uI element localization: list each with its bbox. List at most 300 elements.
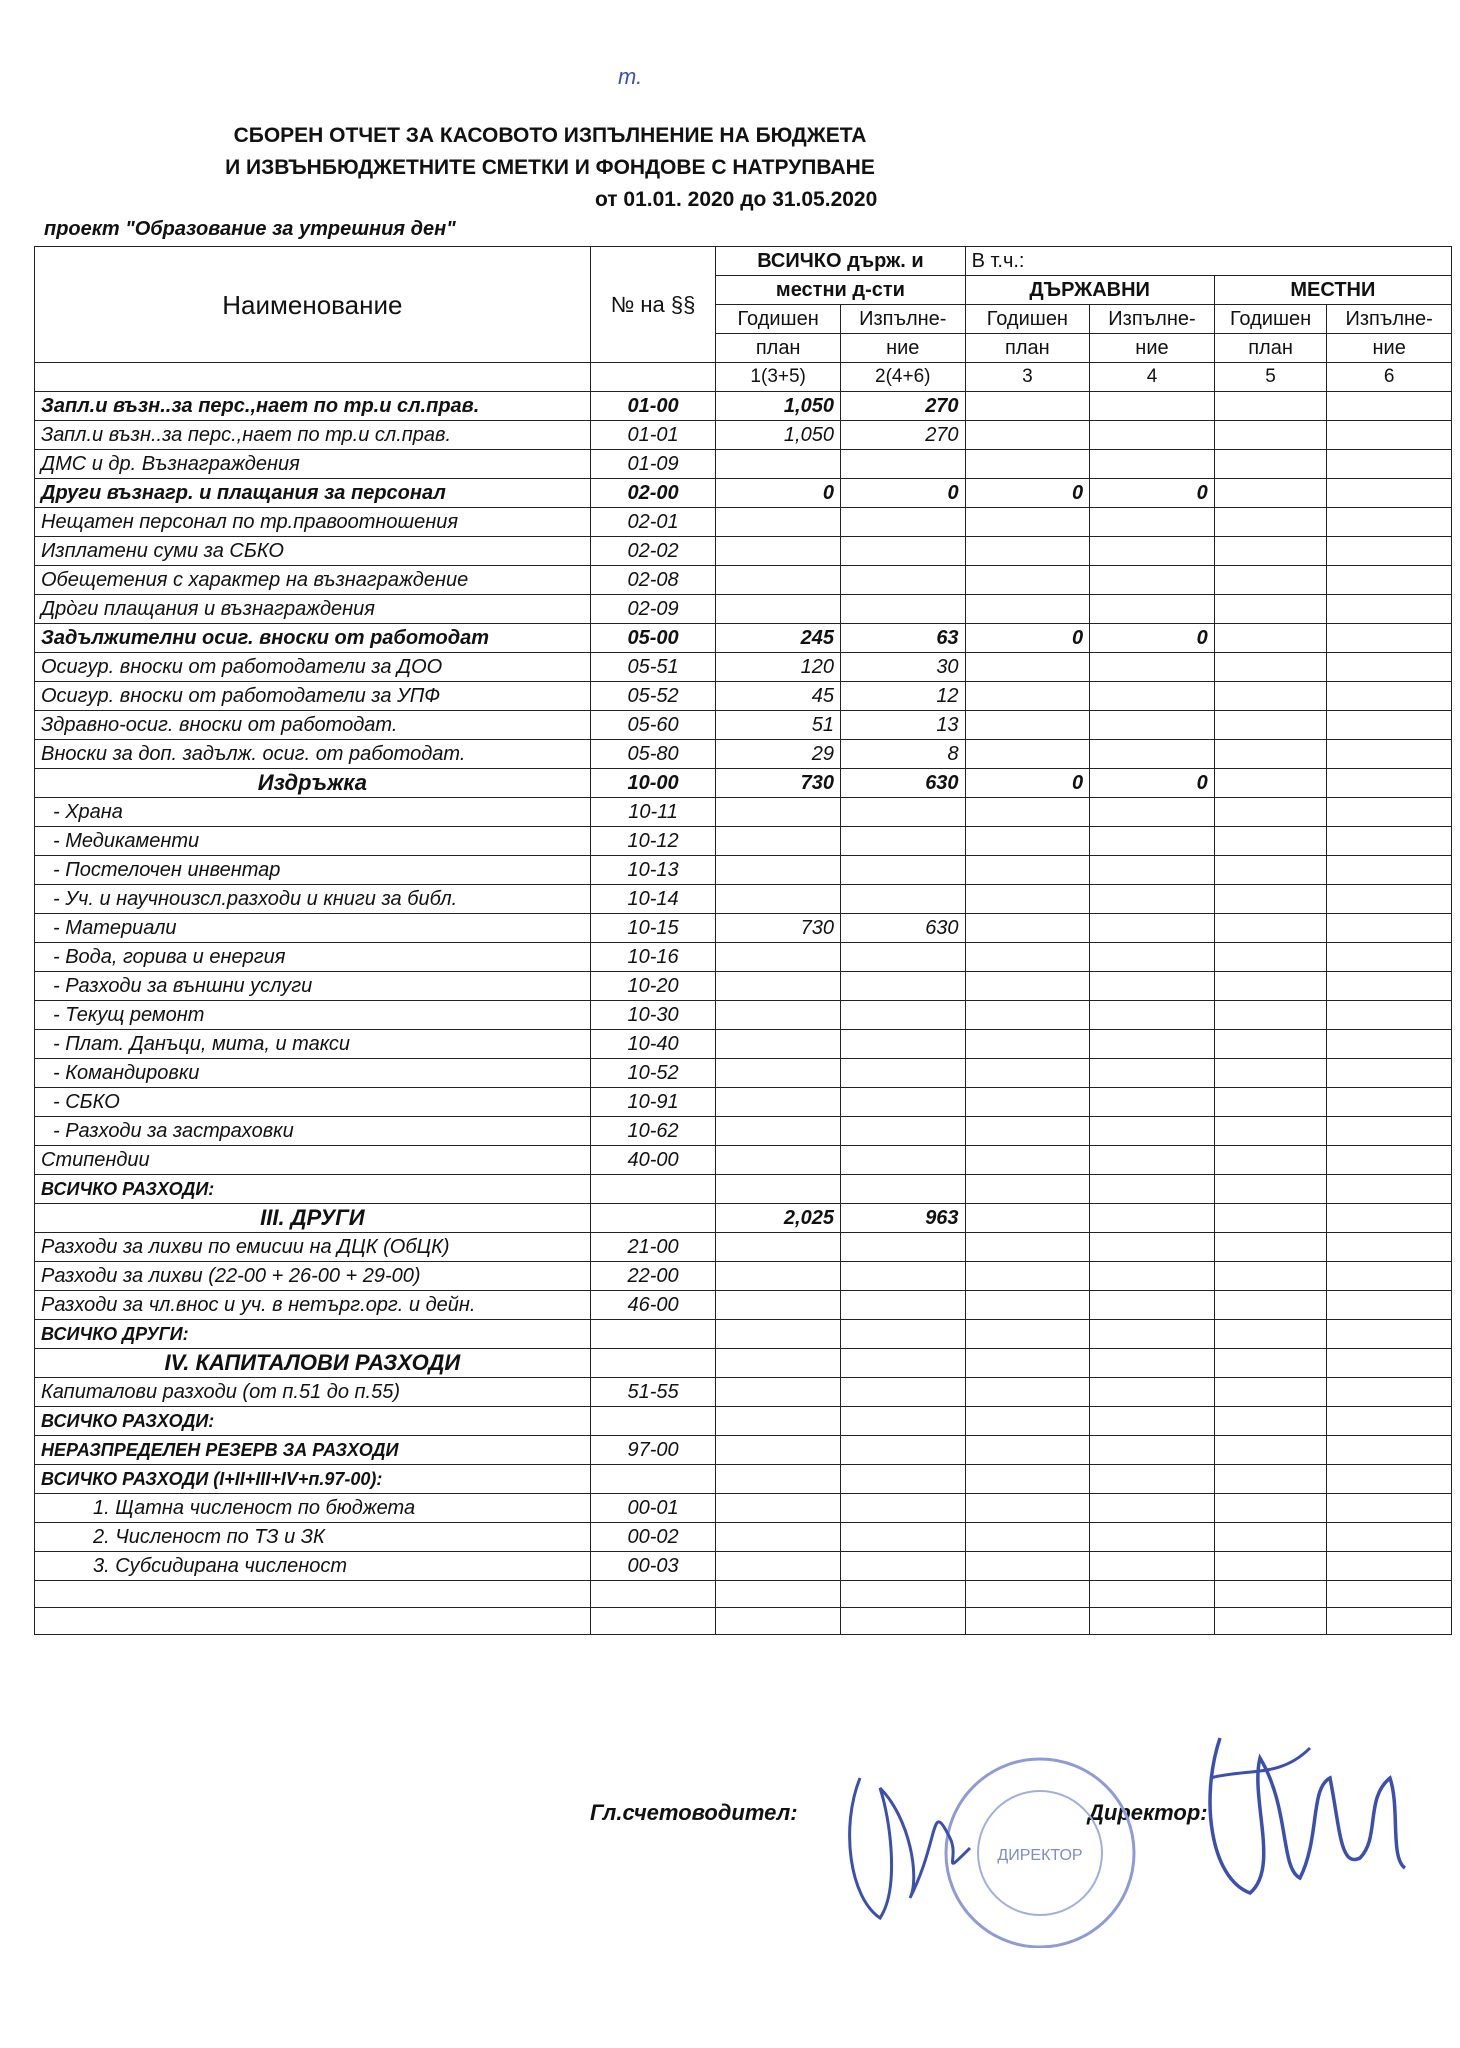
row-name: - Материали: [35, 914, 591, 943]
row-value: [1327, 798, 1452, 827]
row-value: [965, 1349, 1090, 1378]
table-row: [35, 885, 1452, 914]
row-name: - Вода, горива и енергия: [35, 943, 591, 972]
column-header-incl: В т.ч.:: [965, 247, 1451, 276]
row-value: [716, 856, 841, 885]
row-value: [716, 827, 841, 856]
row-value: [1090, 450, 1215, 479]
row-value: [965, 914, 1090, 943]
row-value: [1327, 1608, 1452, 1635]
row-code: 10-20: [590, 972, 716, 1001]
row-value: [1214, 1204, 1327, 1233]
row-value: [716, 1552, 841, 1581]
row-value: [965, 653, 1090, 682]
colnum-blank-code: [590, 363, 716, 392]
row-code: [590, 1465, 716, 1494]
row-name: - Храна: [35, 798, 591, 827]
row-name: ВСИЧКО ДРУГИ:: [35, 1320, 591, 1349]
row-value: [1327, 1407, 1452, 1436]
row-value: [965, 508, 1090, 537]
row-value: [716, 1146, 841, 1175]
row-value: [1327, 1349, 1452, 1378]
row-value: [965, 740, 1090, 769]
column-header-total: ВСИЧКО държ. и: [716, 247, 965, 276]
budget-report-table: [34, 246, 1452, 1635]
row-value: [1214, 392, 1327, 421]
table-row: [35, 827, 1452, 856]
row-code: 10-00: [590, 769, 716, 798]
row-value: [1214, 1175, 1327, 1204]
row-name: Други възнагр. и плащания за персонал: [35, 479, 591, 508]
row-value: [1214, 1001, 1327, 1030]
row-name: [35, 1608, 591, 1635]
table-row: [35, 1465, 1452, 1494]
row-value: [716, 450, 841, 479]
table-row: [35, 595, 1452, 624]
row-value: 0: [965, 624, 1090, 653]
row-value: [965, 1088, 1090, 1117]
table-row: [35, 1001, 1452, 1030]
row-value: [1090, 914, 1215, 943]
column-header-plan-l2: план: [716, 334, 841, 363]
row-name: Нещатен персонал по тр.правоотношения: [35, 508, 591, 537]
row-value: [965, 1175, 1090, 1204]
table-row: [35, 1608, 1452, 1635]
row-value: [1214, 1378, 1327, 1407]
row-value: [1214, 769, 1327, 798]
row-value: [1214, 1407, 1327, 1436]
row-value: 270: [840, 421, 965, 450]
row-value: [1214, 856, 1327, 885]
row-name: - Постелочен инвентар: [35, 856, 591, 885]
row-value: [965, 711, 1090, 740]
row-name: Осигур. вноски от работодатели за ДОО: [35, 653, 591, 682]
row-value: [965, 1059, 1090, 1088]
column-number: 6: [1327, 363, 1452, 392]
row-name: [35, 1581, 591, 1608]
row-value: 45: [716, 682, 841, 711]
column-number: 1(3+5): [716, 363, 841, 392]
row-value: 120: [716, 653, 841, 682]
row-value: [965, 1552, 1090, 1581]
row-value: [1090, 1175, 1215, 1204]
row-value: [1327, 1088, 1452, 1117]
row-value: [840, 595, 965, 624]
row-code: [590, 1320, 716, 1349]
row-value: [965, 885, 1090, 914]
row-name: ВСИЧКО РАЗХОДИ:: [35, 1407, 591, 1436]
row-name: IV. КАПИТАЛОВИ РАЗХОДИ: [35, 1349, 591, 1378]
row-code: 10-16: [590, 943, 716, 972]
row-value: 0: [965, 769, 1090, 798]
row-name: Вноски за доп. задълж. осиг. от работодат.: [35, 740, 591, 769]
row-value: [1214, 421, 1327, 450]
row-value: 0: [1090, 769, 1215, 798]
row-code: [590, 1349, 716, 1378]
top-handwritten-mark: т.: [618, 64, 643, 89]
row-value: [840, 1465, 965, 1494]
row-value: [1214, 595, 1327, 624]
row-value: [840, 1320, 965, 1349]
row-value: [965, 1146, 1090, 1175]
row-value: [1214, 1233, 1327, 1262]
column-header-exec: Изпълне-: [1327, 305, 1452, 334]
row-value: [1327, 682, 1452, 711]
row-value: [1090, 1349, 1215, 1378]
row-value: [1214, 537, 1327, 566]
row-code: 10-11: [590, 798, 716, 827]
row-value: [1214, 1320, 1327, 1349]
row-name: Здравно-осиг. вноски от работодат.: [35, 711, 591, 740]
row-name: Запл.и възн..за перс.,нает по тр.и сл.прав.: [35, 421, 591, 450]
row-value: 0: [840, 479, 965, 508]
row-value: [1327, 711, 1452, 740]
row-value: [965, 1378, 1090, 1407]
row-value: [1090, 1523, 1215, 1552]
row-value: [840, 1117, 965, 1146]
row-value: [1214, 1349, 1327, 1378]
row-value: [1090, 537, 1215, 566]
row-name: ВСИЧКО РАЗХОДИ (I+II+III+IV+п.97-00):: [35, 1465, 591, 1494]
row-code: [590, 1407, 716, 1436]
row-value: [1327, 1291, 1452, 1320]
row-value: [965, 856, 1090, 885]
row-value: [840, 1407, 965, 1436]
row-value: [1327, 972, 1452, 1001]
row-code: [590, 1608, 716, 1635]
column-number: 5: [1214, 363, 1327, 392]
row-value: [1214, 972, 1327, 1001]
row-value: [1214, 827, 1327, 856]
row-name: ДМС и др. Възнаграждения: [35, 450, 591, 479]
row-value: [1214, 1436, 1327, 1465]
row-value: [1214, 943, 1327, 972]
row-code: 02-01: [590, 508, 716, 537]
row-value: [1090, 421, 1215, 450]
table-row: [35, 479, 1452, 508]
row-value: [1090, 740, 1215, 769]
row-value: [1327, 1175, 1452, 1204]
row-value: [1327, 1320, 1452, 1349]
row-value: [716, 1059, 841, 1088]
row-code: [590, 1204, 716, 1233]
row-value: [1090, 1088, 1215, 1117]
colnum-blank-name: [35, 363, 591, 392]
row-value: [716, 972, 841, 1001]
row-value: [1327, 1262, 1452, 1291]
row-code: 10-91: [590, 1088, 716, 1117]
row-value: [1327, 914, 1452, 943]
row-value: [840, 450, 965, 479]
row-name: - Командировки: [35, 1059, 591, 1088]
row-value: [1327, 1117, 1452, 1146]
row-value: 29: [716, 740, 841, 769]
column-header-state: ДЪРЖАВНИ: [965, 276, 1214, 305]
table-row: [35, 1436, 1452, 1465]
row-name: - Медикаменти: [35, 827, 591, 856]
row-value: [1214, 653, 1327, 682]
row-value: 0: [1090, 624, 1215, 653]
row-value: [840, 1001, 965, 1030]
row-name: Разходи за чл.внос и уч. в нетърг.орг. и дейн.: [35, 1291, 591, 1320]
row-value: [716, 1407, 841, 1436]
row-code: 05-51: [590, 653, 716, 682]
table-row: [35, 1552, 1452, 1581]
row-value: [1327, 827, 1452, 856]
row-value: [1090, 653, 1215, 682]
row-value: [1214, 1581, 1327, 1608]
row-name: НЕРАЗПРЕДЕЛЕН РЕЗЕРВ ЗА РАЗХОДИ: [35, 1436, 591, 1465]
column-header-code: № на §§: [590, 247, 716, 363]
column-number: 2(4+6): [840, 363, 965, 392]
column-number: 3: [965, 363, 1090, 392]
row-value: [840, 1552, 965, 1581]
row-value: [965, 1494, 1090, 1523]
row-code: 10-15: [590, 914, 716, 943]
row-value: [1090, 711, 1215, 740]
row-value: [1090, 827, 1215, 856]
row-value: [1327, 943, 1452, 972]
row-code: [590, 1175, 716, 1204]
row-name: - Текущ ремонт: [35, 1001, 591, 1030]
table-row: [35, 1146, 1452, 1175]
row-value: [1327, 624, 1452, 653]
row-value: 0: [1090, 479, 1215, 508]
row-value: [840, 1146, 965, 1175]
row-value: [840, 1233, 965, 1262]
row-code: 02-02: [590, 537, 716, 566]
table-row: [35, 566, 1452, 595]
row-code: 40-00: [590, 1146, 716, 1175]
row-value: [1214, 798, 1327, 827]
report-period: от 01.01. 2020 до 31.05.2020: [595, 188, 878, 211]
row-value: [716, 1465, 841, 1494]
row-value: [1090, 1262, 1215, 1291]
row-value: [1090, 1608, 1215, 1635]
row-value: [965, 1001, 1090, 1030]
row-value: 270: [840, 392, 965, 421]
row-value: [716, 566, 841, 595]
row-value: [1214, 1146, 1327, 1175]
row-name: Издръжка: [35, 769, 591, 798]
row-value: [965, 943, 1090, 972]
row-value: [965, 1436, 1090, 1465]
row-value: [1327, 1146, 1452, 1175]
row-name: Осигур. вноски от работодатели за УПФ: [35, 682, 591, 711]
table-row: [35, 914, 1452, 943]
row-value: [1327, 595, 1452, 624]
table-row: [35, 856, 1452, 885]
row-value: [840, 827, 965, 856]
row-code: 00-02: [590, 1523, 716, 1552]
row-value: [1214, 1059, 1327, 1088]
row-value: [1327, 885, 1452, 914]
row-value: [1214, 1088, 1327, 1117]
row-value: [1327, 392, 1452, 421]
table-row: [35, 1088, 1452, 1117]
table-row: [35, 1523, 1452, 1552]
row-value: [965, 1117, 1090, 1146]
row-value: [965, 1320, 1090, 1349]
row-value: [1214, 624, 1327, 653]
table-row: [35, 1030, 1452, 1059]
row-value: [716, 1117, 841, 1146]
row-value: [1214, 711, 1327, 740]
table-row: [35, 1059, 1452, 1088]
row-name: - Уч. и научноизсл.разходи и книги за библ.: [35, 885, 591, 914]
table-row: [35, 537, 1452, 566]
table-row: [35, 1175, 1452, 1204]
row-code: 01-09: [590, 450, 716, 479]
row-value: [1090, 1059, 1215, 1088]
row-value: [840, 1059, 965, 1088]
column-header-exec-l2: ние: [1327, 334, 1452, 363]
row-name: - Плат. Данъци, мита, и такси: [35, 1030, 591, 1059]
row-value: [1090, 1204, 1215, 1233]
report-title-line2: И ИЗВЪНБЮДЖЕТНИТЕ СМЕТКИ И ФОНДОВЕ С НАТРУПВАНЕ: [225, 156, 875, 179]
accountant-label: Гл.счетоводител:: [590, 1800, 798, 1825]
table-row: [35, 1291, 1452, 1320]
row-value: [840, 508, 965, 537]
row-code: 10-13: [590, 856, 716, 885]
accountant-signature-and-stamp: [820, 1748, 1160, 1948]
row-value: [1327, 740, 1452, 769]
row-value: [1214, 1117, 1327, 1146]
column-header-local: МЕСТНИ: [1214, 276, 1451, 305]
row-name: - СБКО: [35, 1088, 591, 1117]
row-value: [1090, 1552, 1215, 1581]
row-code: 05-52: [590, 682, 716, 711]
row-value: [840, 1436, 965, 1465]
row-value: [965, 450, 1090, 479]
row-value: [1327, 856, 1452, 885]
row-value: [840, 1378, 965, 1407]
table-row: [35, 682, 1452, 711]
row-value: 0: [716, 479, 841, 508]
table-row: [35, 972, 1452, 1001]
row-value: [716, 1088, 841, 1117]
row-value: 8: [840, 740, 965, 769]
row-value: [965, 1465, 1090, 1494]
row-name: Дрòги плащания и възнаграждения: [35, 595, 591, 624]
row-name: Капиталови разходи (от п.51 до п.55): [35, 1378, 591, 1407]
row-code: 10-52: [590, 1059, 716, 1088]
row-value: [1090, 1291, 1215, 1320]
row-value: [1214, 1608, 1327, 1635]
table-row: [35, 1117, 1452, 1146]
row-value: [716, 885, 841, 914]
row-value: [840, 943, 965, 972]
row-value: [1327, 1552, 1452, 1581]
row-value: [716, 1233, 841, 1262]
row-value: [1327, 508, 1452, 537]
row-value: [1214, 1030, 1327, 1059]
row-value: [1214, 1494, 1327, 1523]
row-code: 00-01: [590, 1494, 716, 1523]
director-signature: [1190, 1718, 1420, 1908]
row-name: III. ДРУГИ: [35, 1204, 591, 1233]
row-value: [1090, 595, 1215, 624]
row-value: [840, 1608, 965, 1635]
row-value: 730: [716, 914, 841, 943]
report-title-line1: СБОРЕН ОТЧЕТ ЗА КАСОВОТО ИЗПЪЛНЕНИЕ НА БЮДЖЕТА: [233, 124, 867, 147]
row-value: [840, 537, 965, 566]
row-value: [840, 1349, 965, 1378]
row-value: [965, 1262, 1090, 1291]
row-value: [716, 1581, 841, 1608]
row-value: 630: [840, 914, 965, 943]
column-header-total-l2: местни д-сти: [716, 276, 965, 305]
row-name: Запл.и възн..за перс.,нает по тр.и сл.прав.: [35, 392, 591, 421]
table-row: [35, 1262, 1452, 1291]
row-code: 05-60: [590, 711, 716, 740]
row-value: [965, 1523, 1090, 1552]
row-value: 1,050: [716, 421, 841, 450]
row-value: [840, 566, 965, 595]
column-header-plan-l2: план: [965, 334, 1090, 363]
row-value: [840, 1523, 965, 1552]
row-value: [965, 682, 1090, 711]
row-value: [840, 856, 965, 885]
row-value: [716, 1175, 841, 1204]
row-value: [1090, 1233, 1215, 1262]
row-value: [1214, 1552, 1327, 1581]
row-code: 10-62: [590, 1117, 716, 1146]
row-value: [1327, 1059, 1452, 1088]
row-code: 02-00: [590, 479, 716, 508]
row-value: [1090, 1465, 1215, 1494]
table-row: [35, 421, 1452, 450]
row-value: 630: [840, 769, 965, 798]
row-code: 21-00: [590, 1233, 716, 1262]
row-value: [716, 1030, 841, 1059]
row-value: 730: [716, 769, 841, 798]
row-value: [716, 1494, 841, 1523]
row-value: [716, 1523, 841, 1552]
table-row: [35, 392, 1452, 421]
row-code: 02-09: [590, 595, 716, 624]
table-row: [35, 450, 1452, 479]
row-value: 51: [716, 711, 841, 740]
row-value: [1327, 1233, 1452, 1262]
row-value: [1090, 1581, 1215, 1608]
row-value: [1327, 1204, 1452, 1233]
column-header-plan-l2: план: [1214, 334, 1327, 363]
row-value: [965, 1204, 1090, 1233]
row-code: 46-00: [590, 1291, 716, 1320]
row-value: 0: [965, 479, 1090, 508]
row-value: [840, 1175, 965, 1204]
row-value: [965, 1581, 1090, 1608]
row-value: [1214, 885, 1327, 914]
table-row: [35, 1494, 1452, 1523]
row-name: Стипендии: [35, 1146, 591, 1175]
row-value: [965, 1608, 1090, 1635]
row-value: [716, 1608, 841, 1635]
row-value: [840, 1088, 965, 1117]
row-name: 2. Численост по ТЗ и ЗК: [35, 1523, 591, 1552]
row-value: [1090, 1407, 1215, 1436]
column-number: 4: [1090, 363, 1215, 392]
table-row: [35, 1407, 1452, 1436]
row-value: [1090, 566, 1215, 595]
table-row: [35, 798, 1452, 827]
row-value: [965, 1233, 1090, 1262]
row-code: 02-08: [590, 566, 716, 595]
row-value: [1090, 856, 1215, 885]
row-value: [965, 1407, 1090, 1436]
row-value: [1327, 1001, 1452, 1030]
